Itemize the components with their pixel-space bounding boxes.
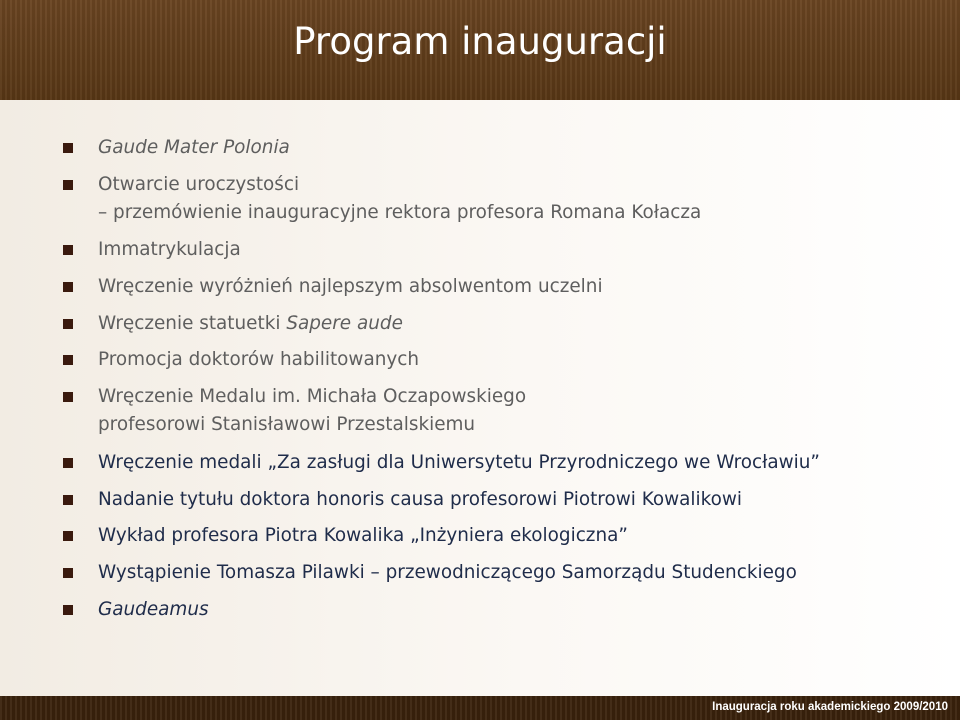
agenda-item-line — [98, 347, 419, 373]
agenda-item-line — [98, 523, 628, 549]
agenda-item-text: Nadanie tytułu doktora honoris causa profesorowi Piotrowi Kowalikowi — [98, 489, 743, 510]
agenda-item-subline — [98, 412, 475, 438]
agenda-item-line — [98, 560, 797, 586]
square-bullet-icon — [63, 531, 73, 541]
agenda-item-text: Immatrykulacja — [98, 239, 241, 260]
agenda-item-line — [98, 487, 742, 513]
header-band — [0, 0, 960, 100]
agenda-item-text: Gaudeamus — [98, 599, 209, 620]
agenda-item-line — [98, 135, 290, 161]
agenda-item-text: Gaude Mater Polonia — [98, 137, 290, 158]
agenda-item-text: Wystąpienie Tomasza Pilawki – przewodniczącego Samorządu Studenckiego — [98, 562, 797, 583]
agenda-item-line — [98, 384, 526, 410]
agenda-item-line — [98, 450, 820, 476]
agenda-item-line — [98, 311, 403, 337]
footer-text: Inauguracja roku akademickiego 2009/2010 — [712, 701, 948, 713]
agenda-item-text: Wykład profesora Piotra Kowalika „Inżyniera ekologiczna” — [98, 525, 628, 546]
agenda-item-text: Promocja doktorów habilitowanych — [98, 349, 420, 370]
agenda-list — [0, 100, 960, 696]
footer-band — [0, 696, 960, 720]
square-bullet-icon — [63, 495, 73, 505]
agenda-item-text: Wręczenie statuetki — [98, 313, 287, 334]
agenda-item-subline — [98, 200, 701, 226]
agenda-item-line — [98, 597, 209, 623]
agenda-item-text: – przemówienie inauguracyjne rektora profesora Romana Kołacza — [98, 202, 702, 223]
agenda-item-line — [98, 237, 241, 263]
slide-title: Program inauguracji — [293, 20, 667, 63]
agenda-item-text: Wręczenie wyróżnień najlepszym absolwentom uczelni — [98, 276, 603, 297]
square-bullet-icon — [63, 458, 73, 468]
agenda-item-text: profesorowi Stanisławowi Przestalskiemu — [98, 414, 476, 435]
square-bullet-icon — [63, 319, 73, 329]
square-bullet-icon — [63, 392, 73, 402]
square-bullet-icon — [63, 355, 73, 365]
square-bullet-icon — [63, 605, 73, 615]
agenda-item-text: Wręczenie medali „Za zasługi dla Uniwersytetu Przyrodniczego we Wrocławiu” — [98, 452, 820, 473]
agenda-item-text: Wręczenie Medalu im. Michała Oczapowskiego — [98, 386, 527, 407]
square-bullet-icon — [63, 180, 73, 190]
agenda-item-line — [98, 172, 299, 198]
square-bullet-icon — [63, 143, 73, 153]
agenda-item-text: Sapere aude — [286, 313, 403, 334]
agenda-item-line — [98, 274, 603, 300]
square-bullet-icon — [63, 282, 73, 292]
square-bullet-icon — [63, 568, 73, 578]
agenda-item-text: Otwarcie uroczystości — [98, 174, 300, 195]
square-bullet-icon — [63, 245, 73, 255]
